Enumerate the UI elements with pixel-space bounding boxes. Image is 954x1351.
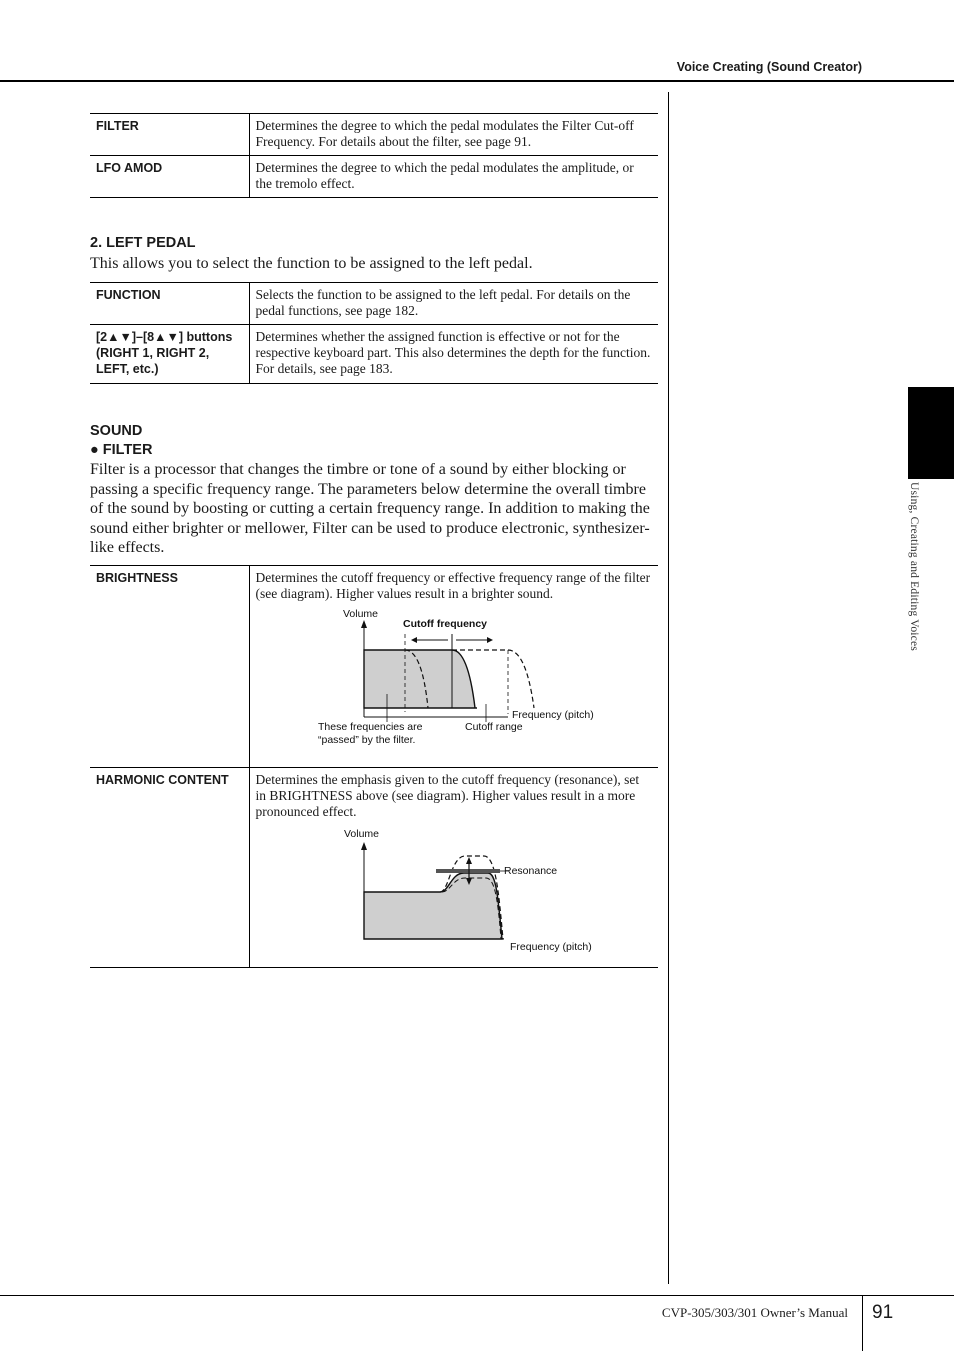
cutoff-label: Cutoff frequency <box>402 618 487 630</box>
volume-label: Volume <box>342 608 378 620</box>
column-rule <box>668 92 669 1284</box>
chapter-tab-label: Using, Creating and Editing Voices <box>908 482 920 651</box>
volume-label: Volume <box>343 828 379 840</box>
resonance-label: Resonance <box>503 865 557 877</box>
param-desc: Determines the degree to which the pedal modulates the Filter Cut-off Frequency. For details about the filter, see page 91. <box>249 114 658 156</box>
frequency-label: Frequency (pitch) <box>511 709 594 721</box>
param-name: LFO AMOD <box>90 156 249 198</box>
resonance-diagram <box>312 826 612 961</box>
page-number: 91 <box>872 1302 894 1323</box>
passed-label-line2: “passed” by the filter. <box>317 734 415 746</box>
frequency-label: Frequency (pitch) <box>509 941 592 953</box>
param-desc <box>249 566 658 768</box>
footer-manual-title: CVP-305/303/301 Owner’s Manual <box>661 1305 848 1320</box>
param-desc <box>249 768 658 968</box>
pedal-table-continued <box>90 113 658 198</box>
left-pedal-heading: 2. LEFT PEDAL <box>90 235 196 251</box>
resonance-arrow-up <box>466 857 472 864</box>
footer-rule <box>0 1295 954 1296</box>
header-rule <box>0 80 954 82</box>
filter-subheading: ● FILTER <box>90 442 153 458</box>
brightness-diagram <box>312 604 612 754</box>
table-row <box>90 566 658 768</box>
param-name: BRIGHTNESS <box>90 566 249 768</box>
harmonic-desc: Determines the emphasis given to the cutoff frequency (resonance), set in BRIGHTNESS above (see diagram). Higher values result in a more pronounced effect. <box>255 772 640 819</box>
passband-area <box>364 650 477 708</box>
passed-label-line1: These frequencies are <box>317 721 422 733</box>
left-pedal-intro: This allows you to select the function to be assigned to the left pedal. <box>90 255 533 272</box>
footer-divider <box>862 1295 863 1351</box>
table-row <box>90 283 658 325</box>
table-row <box>90 114 658 156</box>
resonance-bar <box>436 869 500 873</box>
table-row <box>90 768 658 968</box>
param-name: HARMONIC CONTENT <box>90 768 249 968</box>
filter-table <box>90 565 658 968</box>
param-desc: Selects the function to be assigned to the left pedal. For details on the pedal functions, see page 182. <box>249 283 658 325</box>
y-axis-arrow <box>361 620 367 628</box>
table-row <box>90 325 658 384</box>
y-axis-arrow <box>361 842 367 850</box>
response-area <box>364 873 502 939</box>
param-name: FUNCTION <box>90 283 249 325</box>
table-row <box>90 156 658 198</box>
param-name: [2▲▼]–[8▲▼] buttons (RIGHT 1, RIGHT 2, LEFT, etc.) <box>90 325 249 384</box>
brightness-desc: Determines the cutoff frequency or effective frequency range of the filter (see diagram). Higher values result in a brighter sound. <box>255 570 651 601</box>
filter-paragraph: Filter is a processor that changes the timbre or tone of a sound by either blocking or passing a specific frequency range. The parameters below determine the overall timbre of the sound by boosting or cutting a certain frequency range. In addition to making the sound either brighter or mellower, Filter can be used to produce electronic, synthesizer-like effects. <box>90 461 650 556</box>
chapter-tab <box>908 387 954 479</box>
param-desc: Determines the degree to which the pedal modulates the amplitude, or the tremolo effect. <box>249 156 658 198</box>
param-name: FILTER <box>90 114 249 156</box>
running-header: Voice Creating (Sound Creator) <box>676 60 862 74</box>
param-desc: Determines whether the assigned function is effective or not for the respective keyboard part. This also determines the depth for the function. For details, see page 183. <box>249 325 658 384</box>
sound-heading: SOUND <box>90 423 143 439</box>
cutoff-range-label: Cutoff range <box>464 721 523 733</box>
left-pedal-table <box>90 282 658 384</box>
